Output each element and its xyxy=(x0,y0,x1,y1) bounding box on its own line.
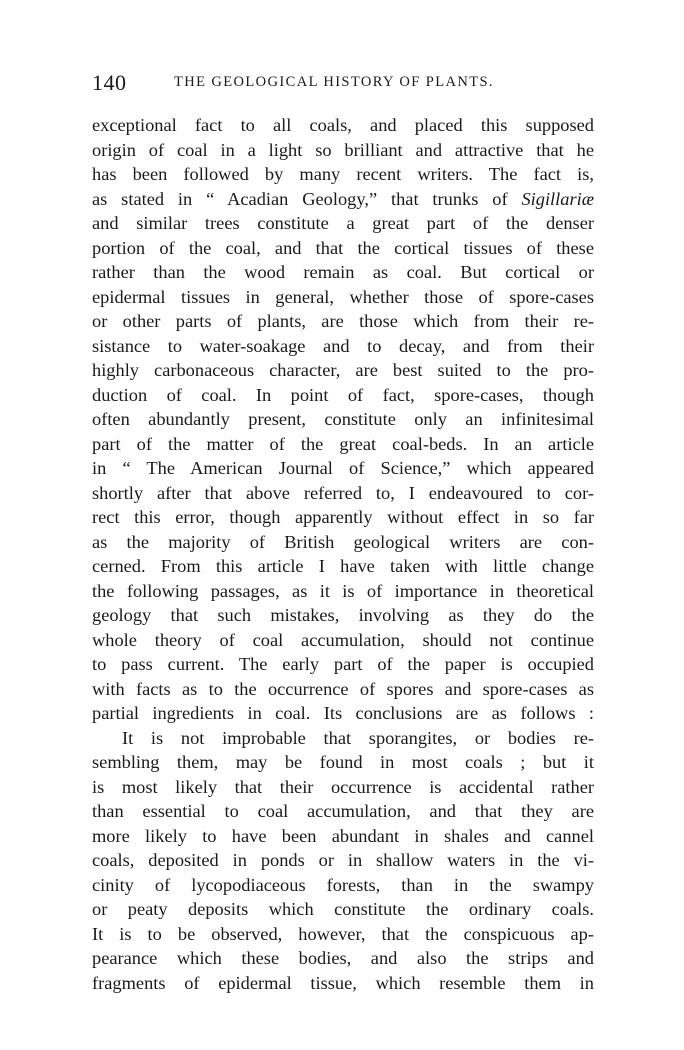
text-line: to pass current. The early part of the paper is occupied xyxy=(92,654,594,674)
text-line: rect this error, though apparently without effect in so far xyxy=(92,507,594,527)
text-line: or peaty deposits which constitute the ordinary coals. xyxy=(92,899,594,919)
text-line: with facts as to the occurrence of spores and spore-cases as xyxy=(92,678,594,699)
text-line: rather than the wood remain as coal. But cortical or xyxy=(92,262,594,282)
text-line: portion of the coal, and that the cortical tissues of these xyxy=(92,237,594,258)
text-line: fragments of epidermal tissue, which resemble them in xyxy=(92,972,594,993)
text-line: as the majority of British geological writers are con- xyxy=(92,531,594,552)
text-line: It is to be observed, however, that the conspicuous ap- xyxy=(92,923,594,944)
text-line: duction of coal. In point of fact, spore-cases, though xyxy=(92,384,594,405)
text-line: in “ The American Journal of Science,” which appeared xyxy=(92,458,594,478)
text-line: whole theory of coal accumulation, should not continue xyxy=(92,629,594,650)
text-line: part of the matter of the great coal-beds. In an article xyxy=(92,433,594,454)
text-fragment: as stated in “ Acadian Geology,” that trunks of xyxy=(92,188,522,209)
text-line: sembling them, may be found in most coals ; but it xyxy=(92,752,594,772)
text-line: epidermal tissues in general, whether those of spore-cases xyxy=(92,286,594,307)
text-line: shortly after that above referred to, I endeavoured to cor- xyxy=(92,482,594,503)
text-line: more likely to have been abundant in shales and cannel xyxy=(92,825,594,846)
text-line: coals, deposited in ponds or in shallow waters in the vi- xyxy=(92,850,594,870)
text-line: or other parts of plants, are those which from their re- xyxy=(92,311,594,331)
text-line: is most likely that their occurrence is accidental rather xyxy=(92,776,594,797)
text-line: geology that such mistakes, involving as they do the xyxy=(92,605,594,625)
paragraph-first-line: It is not improbable that sporangites, or bodies re- xyxy=(122,727,594,748)
text-line-with-italic xyxy=(92,187,594,212)
running-title: THE GEOLOGICAL HISTORY OF PLANTS. xyxy=(174,74,494,90)
text-line: than essential to coal accumulation, and that they are xyxy=(92,801,594,821)
page-number: 140 xyxy=(92,70,127,95)
text-line: cerned. From this article I have taken with little change xyxy=(92,556,594,576)
text-line: the following passages, as it is of importance in theoretical xyxy=(92,580,594,601)
text-line: pearance which these bodies, and also the strips and xyxy=(92,948,594,968)
text-line: exceptional fact to all coals, and placed this supposed xyxy=(92,115,594,135)
text-line: often abundantly present, constitute only an infinitesimal xyxy=(92,409,594,429)
body-text xyxy=(92,113,594,995)
text-line: partial ingredients in coal. Its conclusions are as follows : xyxy=(92,703,594,723)
text-line: cinity of lycopodiaceous forests, than in the swampy xyxy=(92,874,594,895)
italic-term-sigillariae: Sigillariæ xyxy=(521,188,594,209)
running-head xyxy=(92,70,592,96)
text-line: has been followed by many recent writers. The fact is, xyxy=(92,164,594,184)
text-line: sistance to water-soakage and to decay, and from their xyxy=(92,335,594,356)
text-line: and similar trees constitute a great part of the denser xyxy=(92,213,594,233)
text-line: origin of coal in a light so brilliant and attractive that he xyxy=(92,139,594,160)
text-line: highly carbonaceous character, are best suited to the pro- xyxy=(92,360,594,380)
